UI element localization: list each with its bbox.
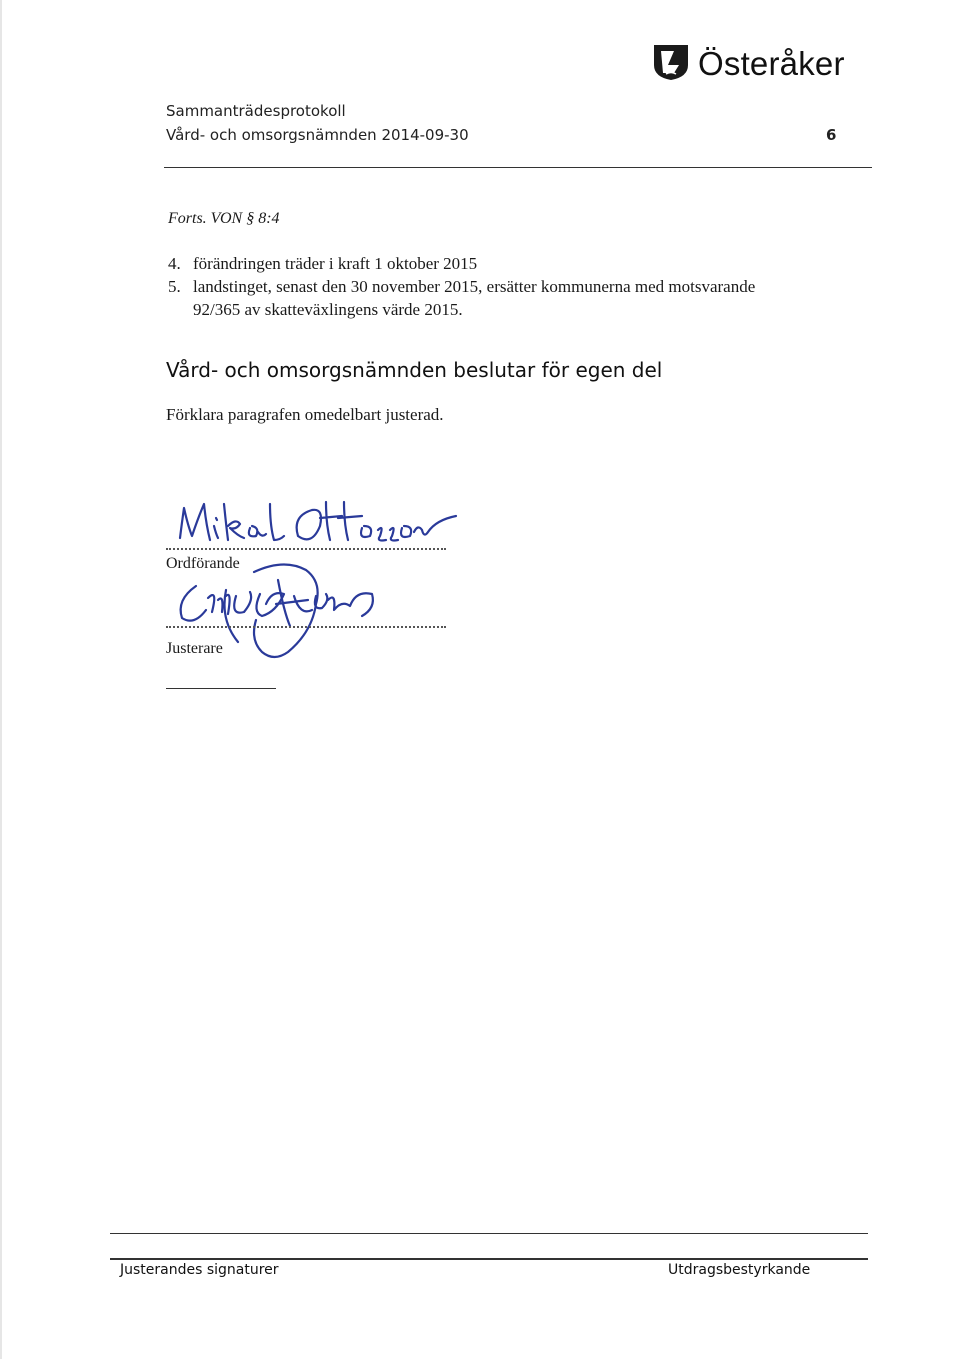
decision-heading: Vård- och omsorgsnämnden beslutar för egen del xyxy=(166,358,663,382)
footer-left-label: Justerandes signaturer xyxy=(120,1262,279,1278)
scan-edge xyxy=(0,0,2,1359)
list-item-text: förändringen träder i kraft 1 oktober 2015 xyxy=(193,254,478,273)
chair-role-label: Ordförande xyxy=(166,555,240,572)
footer-rule-top xyxy=(110,1233,868,1234)
doc-type: Sammanträdesprotokoll xyxy=(166,102,346,120)
list-item-text: landstinget, senast den 30 november 2015, ersätter kommunerna med motsvarande xyxy=(193,277,756,296)
continued-reference: Forts. VON § 8:4 xyxy=(168,210,280,227)
signature-block-rule xyxy=(166,688,276,689)
decision-text: Förklara paragrafen omedelbart justerad. xyxy=(166,405,444,424)
logo xyxy=(652,44,845,84)
committee-date: Vård- och omsorgsnämnden 2014-09-30 xyxy=(166,126,469,144)
list-item-number: 4. xyxy=(168,254,181,273)
list-item-text-continued: 92/365 av skatteväxlingens värde 2015. xyxy=(193,300,463,319)
footer-right-label: Utdragsbestyrkande xyxy=(668,1262,811,1278)
logo-text: Österåker xyxy=(698,45,845,82)
header-rule xyxy=(164,167,872,168)
footer-rule-bottom xyxy=(110,1258,868,1260)
municipal-crest-icon xyxy=(652,43,690,86)
page-number: 6 xyxy=(826,126,837,144)
list-item-number: 5. xyxy=(168,277,181,296)
adjuster-role-label: Justerare xyxy=(166,640,223,657)
chair-signature-line xyxy=(166,548,446,550)
adjuster-signature-line xyxy=(166,626,446,628)
